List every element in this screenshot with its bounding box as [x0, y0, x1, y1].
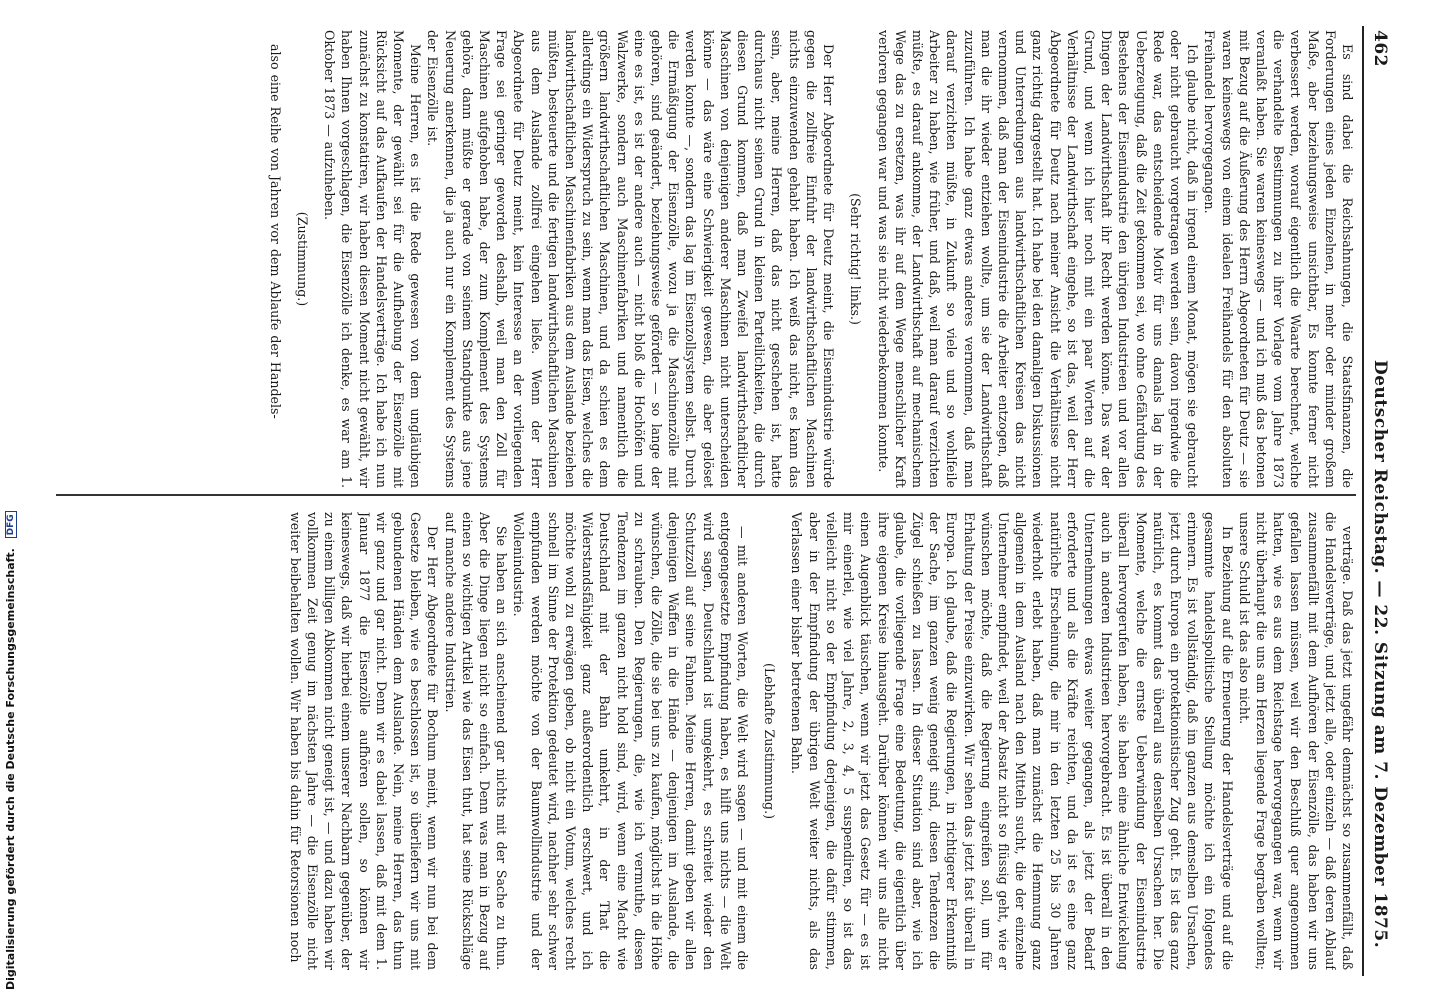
page-number: 462	[1370, 30, 1390, 67]
header-rule	[1362, 26, 1364, 976]
dfg-logo: DFG	[5, 511, 17, 538]
paragraph: Meine Herren, es ist die Rede gewesen von dem ungläubigen Momente, der gewählt sei für die Aufhebung der Eisenzölle mit Rücksicht auf das Aufkaufen der Handelsverträge. Ich habe ich nun zunächst zu konstatiren, wir haben diesen Moment nicht gewählt, wir haben Ihnen vorgeschlagen, die Eisenzölle ich denke, es war am 1. Oktober 1873 — aufzuheben.	[322, 30, 424, 488]
document-page	[28, 0, 1408, 1000]
paragraph: also eine Reihe von Jahren vor dem Ablaufe der Handels-	[267, 44, 283, 419]
funding-notice	[4, 0, 24, 990]
page-header	[1366, 30, 1392, 970]
left-column	[40, 30, 1356, 488]
interjection: (Sehr richtig! links.)	[848, 193, 864, 325]
paragraph: Ich glaube nicht, daß in irgend einem Monat, mögen sie gebraucht oder nicht gebraucht vorgetragen werden sein, davon irgendwie die Rede war, das entscheidende Motiv für uns damals lag in der Ueberzeugung, daß die Zeit gekommen sei, wo ohne Gefährdung des Bestehens der Eisenindustrie den übrigen Industrieen und vor allen Dingen der Landwirthschaft ihr Recht werden könne. Das war der Grund, und wenn ich hier noch mit ein paar Worten auf die Verhältnisse der Landwirthschaft eingehe, so ist das, weil der Herr Abgeordnete für Deutz nach meiner Ansicht die Verhältnisse nicht ganz richtig dargestellt hat. Ich habe bei den damaligen Diskussionen und Unterredungen aus landwirthschaftlichen Kreisen das nicht vernommen, daß man der Eisenindustrie die Arbeiter entzogen, daß man die ihr wieder entziehen wollte, um sie der Landwirthschaft zuzuführen. Ich habe ganz etwas anderes vernommen, daß man darauf verzichten müßte, in Zukunft so viele und so wohlfeile Arbeiter zu haben, wie früher, und daß, weil man darauf verzichten müßte, es darauf ankomme, der Landwirthschaft auf mechanischem Wege das zu ersetzen, was ihr auf dem Wege menschlicher Kraft verloren gegangen war und was sie nicht wiederbekommen konnte.	[875, 30, 1201, 488]
paragraph: — mit anderen Worten, die Welt wird sagen — und mit einem die entgegengesetzte Empfindung haben, es hilft uns nichts — die Welt wird sagen, Deutschland ist umgekehrt, es schreitet wieder den Schutzzoll auf seine Fahnen. Meine Herren, damit geben wir allen denjenigen Waffen in die Hände — denjenigen im Auslande, die wünschen, die Zölle, die sie bei uns zu kaufen, möglichst in die Höhe zu schrauben. Den Regierungen, die, wie ich vermuthe, diesen Tendenzen im ganzen nicht hold sind, wird, wenn eine Macht wie Deutschland mit der Bahn umkehrt, in der That die Widerstandsfähigkeit ganz außerordentlich erschwert, und ich möchte wohl zu erwägen geben, ob nicht ein Votum, welches recht schnell im Sinne der Protektion gedeutet wird, nachher sehr schwer empfunden werden möchte von der Baumwollindustrie und der Wollenindustrie.	[511, 512, 751, 970]
right-column	[40, 512, 1356, 970]
interjection: (Lebhafte Zustimmung.)	[762, 662, 778, 820]
footer-strip	[0, 0, 28, 1000]
funding-text: Digitalisierung gefördert durch die Deutsche Forschungsgemeinschaft.	[4, 548, 17, 990]
column-divider	[56, 494, 1356, 496]
paragraph: Es sind dabei die Reichsahnungen, die Staatsfinanzen, die Forderungen eines jeden Einzelnen, in mehr oder minder großem Maße, aber beziehungsweise unsichtbar, Es konnte ferner nicht verbessert werden, worauf eigentlich die Waarte berechnet, welche die verhandelte Bestimmungen zu ihrer Vorlage vom Jahre 1873 veranlaßt haben. Sie waren keineswegs — und ich muß das betonen mit Bezug auf die Äußerung des Herrn Abgeordneten für Deutz — sie waren keineswegs von einem idealen Freihandels für den absoluten Freihandel hervorgegangen.	[1202, 30, 1355, 488]
paragraph: Der Herr Abgeordnete für Deutz meint, die Eisenindustrie würde gegen die zollfreie Einfuhr der landwirthschaftlichen Maschinen nichts einzuwenden gehabt haben. Ich weiß das nicht, es kann das sein, aber, meine Herren, daß das nicht geschehen ist, hatte durchaus nicht seinen Grund in kleinen Parteilichkeiten, die durch diesen Grund kommen, daß man Zweifel landwirthschaftlicher Maschinen von denjenigen anderer Maschinen nicht unterscheiden könne — das wäre eine Schwierigkeit gewesen, die aber gelöset werden konnte —, sondern das lag im Eisenzollsystem selbst. Durch die Ermäßigung der Eisenzölle, wozu ja die Maschinenzölle mit gehören, sind geändert, beziehungsweise gefördert — so lange der eine es ist, es ist der andere auch — nicht bloß die Hochöfen und Walzwerke, sondern auch Maschinenfabriken und namentlich die größern landwirthschaftlichen Maschinen, und da schien es dem allerdings ein Widerspruch zu sein, wenn man das Eisen, welches die landwirthschaftlichen Maschinenfabriken aus dem Auslande beziehen müßten, besteuerte und die fertigen landwirthschaftlichen Maschinen aus dem Auslande zollfrei eingehen ließe. Wenn der Herr Abgeordnete für Deutz meint, kein Interesse an der vorliegenden Frage sei geringer geworden deshalb, weil man den Zoll für Maschinen aufgehoben habe, der zum Komplement des Systems gehöre, dann müßte er gerade von seinem Standpunkte aus jene Neuerung anerkennen, die ja auch nur ein Komplement des Systems der Eisenzölle ist.	[425, 30, 837, 488]
paragraph: Der Herr Abgeordnete für Bochum meint, wenn wir nun bei dem Gesetze bleiben, wie es beschlossen ist, so überliefern wir uns mit gebundenen Händen dem Auslande. Nein, meine Herren, das thun wir ganz und gar nicht. Denn wir es dabei lassen, daß mit dem 1. Januar 1877 die Eisenzölle aufhören sollen, so können wir keineswegs, daß wir hierbei einem unserer Nachbarn gegenüber, der zu einem billigen Abkommen nicht geneigt ist, — und dazu haben wir vollkommen Zeit genug im nächsten Jahre — die Eisenzölle nicht weiter beibehalten wollen. Wir haben bis dahin für Retorsionen noch	[287, 512, 441, 970]
paragraph: Sie haben an sich anscheinend gar nichts mit der Sache zu thun. Aber die Dinge liegen nicht so einfach. Denn was man in Bezug auf einen so wichtigen Artikel wie das Eisen thut, hat seine Rückschläge auf manche andere Industrien.	[442, 512, 510, 970]
paragraph: verträge. Daß das jetzt ungefähr demnächst so zusammenfällt, daß die Handelsverträge, und jetzt alle, oder einzeln — daß deren Ablauf zusammenfällt mit dem Aufhören der Eisenzölle, das haben wir uns gefallen lassen müssen, weil wir den Beschluß quer angenommen hatten, wie es aus dem Reichstage hervorgegangen war, wenn wir nicht überhaupt die uns am Herzen liegende Frage begraben wollten; unsere Schuld ist das also nicht.	[1236, 512, 1355, 970]
paragraph: In Beziehung auf die Erneuerung der Handelsverträge und auf die gesammte handelspolitische Stellung möchte ich ein folgendes erinnern. Es ist vollständig, daß im ganzen aus demselben Ursachen, jetzt durch Europa ein protektionistischer Zug geht. Es ist das ganz natürlich, es kommt das überall aus denselben Ursachen her. Die Momente, welche die ernste Ueberwindung der Eisenindustrie überall hervorgerufen haben, sie haben eine ähnliche Entwickelung auch in anderen Industrieen hervorgebracht. Es ist überall in den Unternehmungen etwas weiter gegangen, als jetzt der Bedarf erforderte und als die Kräfte reichten, und da ist es eine ganz natürliche Erscheinung, die mir in den letzten 25 bis 30 Jahren wiederholt erlebt haben, daß man zunächst die Hemmung ganz allgemein in dem Ausland nach den Mitteln sucht, die der einzelne Unternehmer empfindet, weil der Absatz nicht so flüssig geht, wie er wünschen möchte, daß die Regierung eingreifen soll, um für Erhaltung der Preise einzuwirken. Wir sehen das jetzt fast überall in Europa. Ich glaube, daß die Regierungen, in richtigerer Erkenntniß der Sache, im ganzen wenig geneigt sind, diesen Tendenzen die Zügel schießen zu lassen. In dieser Situation sind aber, wie ich glaube, die vorliegende Frage eine Bedeutung, die eigentlich über ihre eigenen Kreise hinausgeht. Darüber können wir uns alle nicht einen Augenblick täuschen, wenn wir jetzt das Gesetz für — es ist mir einerlei, wie viel Jahre, 2, 3, 4, 5 suspendiren, so ist das vielleicht nicht so der Empfindung derjenigen, die dafür stimmen, aber in der Empfindung der übrigen Welt weiter nichts, als das Verlassen einer bisher betretenen Bahn.	[789, 512, 1235, 970]
page-title: Deutscher Reichstag. — 22. Sitzung am 7. Dezember 1875.	[1370, 360, 1390, 949]
interjection: (Zustimmung.)	[295, 211, 311, 307]
